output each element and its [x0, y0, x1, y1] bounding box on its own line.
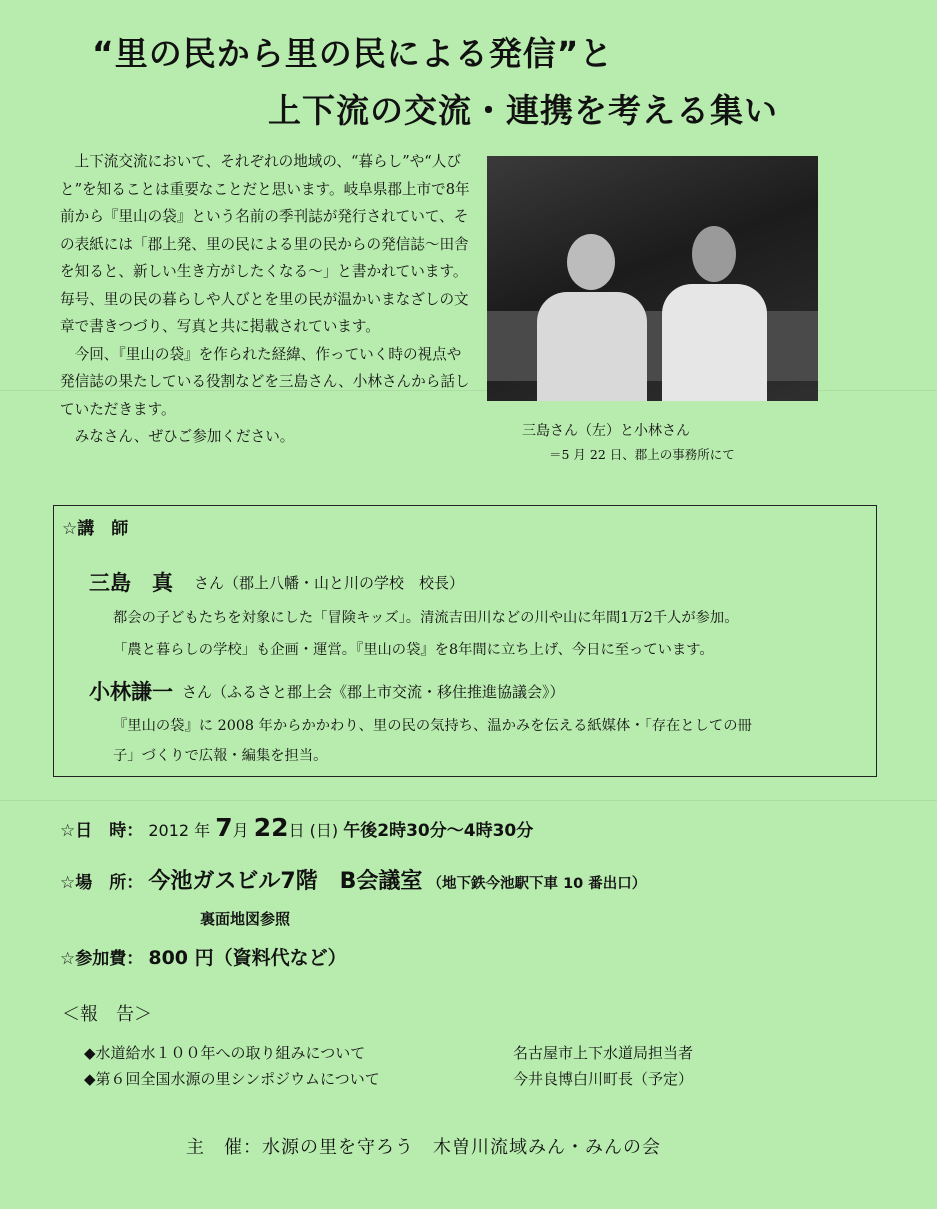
report-1-speaker: 名古屋市上下水道局担当者	[513, 1044, 694, 1062]
lecturer-2-name: 小林謙一	[89, 680, 173, 704]
datetime-label: ☆日 時：	[60, 821, 144, 841]
lecturer-1-desc-line-1: 都会の子どもたちを対象にした「冒険キッズ」。清流吉田川などの川や山に年間1万2千人が参加。	[113, 610, 739, 626]
intro-paragraph-3: みなさん、ぜひご参加ください。	[74, 428, 295, 445]
datetime-day: 22	[253, 813, 289, 842]
reports-heading: ＜報 告＞	[62, 1004, 152, 1025]
datetime-month: 7	[215, 813, 233, 842]
photo-subcaption: ＝5 月 22 日、郡上の事務所にて	[549, 447, 735, 462]
lecturer-1-title: さん（郡上八幡・山と川の学校 校長）	[194, 574, 465, 592]
datetime-time: 午後2時30分～4時30分	[343, 821, 534, 841]
fee-row	[60, 943, 347, 970]
lecturer-2-title: さん（ふるさと郡上会《郡上市交流・移住推進協議会》）	[182, 683, 565, 701]
title-line-2: 上下流の交流・連携を考える集い	[268, 91, 778, 130]
intro-text	[60, 148, 472, 451]
lecturer-1-desc-line-2: 「農と暮らしの学校」も企画・運営。『里山の袋』を8年間に立ち上げ、今日に至っています。	[113, 642, 714, 658]
photo-caption: 三島さん（左）と小林さん	[522, 423, 690, 439]
photo-person-left	[537, 234, 647, 401]
report-2-speaker: 今井良博白川町長（予定）	[513, 1070, 694, 1088]
venue-access: （地下鉄今池駅下車 10 番出口）	[427, 876, 647, 892]
speakers-photo	[487, 156, 818, 401]
report-1-topic: ◆水道給水１００年への取り組みについて	[84, 1044, 366, 1062]
venue-name: 今池ガスビル7階 B会議室	[148, 869, 423, 894]
venue-label: ☆場 所：	[60, 873, 144, 893]
report-2-topic: ◆第６回全国水源の里シンポジウムについて	[84, 1070, 380, 1088]
lecturer-1-name: 三島 真	[89, 571, 173, 595]
intro-paragraph-1: 上下流交流において、それぞれの地域の、“暮らし”や“人びと”を知ることは重要なことだと思います。岐阜県郡上市で8年前から『里山の袋』という名前の季刊誌が発行されていて、その表紙には「郡上発、里の民による里の民からの発信誌～田舎を知ると、新しい生き方がしたくなる～」と書かれています。毎号、里の民の暮らしや人びとを里の民が温かいまなざしの文章で書きつづり、写真と共に掲載されています。	[60, 153, 470, 335]
lecturer-2-desc-line-1: 『里山の袋』に 2008 年からかかわり、里の民の気持ち、温かみを伝える紙媒体・「存在としての冊	[113, 718, 752, 734]
lecturer-heading: ☆講 師	[62, 519, 129, 539]
intro-paragraph-2: 今回、『里山の袋』を作られた経緯、作っていく時の視点や発信誌の果たしている役割などを三島さん、小林さんから話していただきます。	[60, 345, 470, 418]
datetime-month-unit: 月	[232, 821, 249, 840]
datetime-row	[60, 813, 533, 842]
title-line-1: “里の民から里の民による発信”と	[92, 34, 614, 73]
host-line: 主 催：水源の里を守ろう 木曽川流域みん・みんの会	[186, 1137, 661, 1158]
venue-map-note: 裏面地図参照	[200, 910, 291, 928]
datetime-year: 2012 年	[148, 821, 211, 840]
fee-value: 800 円（資料代など）	[148, 947, 347, 969]
venue-row	[60, 864, 646, 895]
datetime-day-unit: 日	[288, 821, 305, 840]
fee-label: ☆参加費：	[60, 949, 144, 969]
fold-line	[0, 800, 937, 801]
lecturer-2-desc-line-2: 子」づくりで広報・編集を担当。	[113, 748, 328, 764]
datetime-weekday: (日)	[309, 821, 339, 840]
photo-person-right	[662, 226, 767, 401]
